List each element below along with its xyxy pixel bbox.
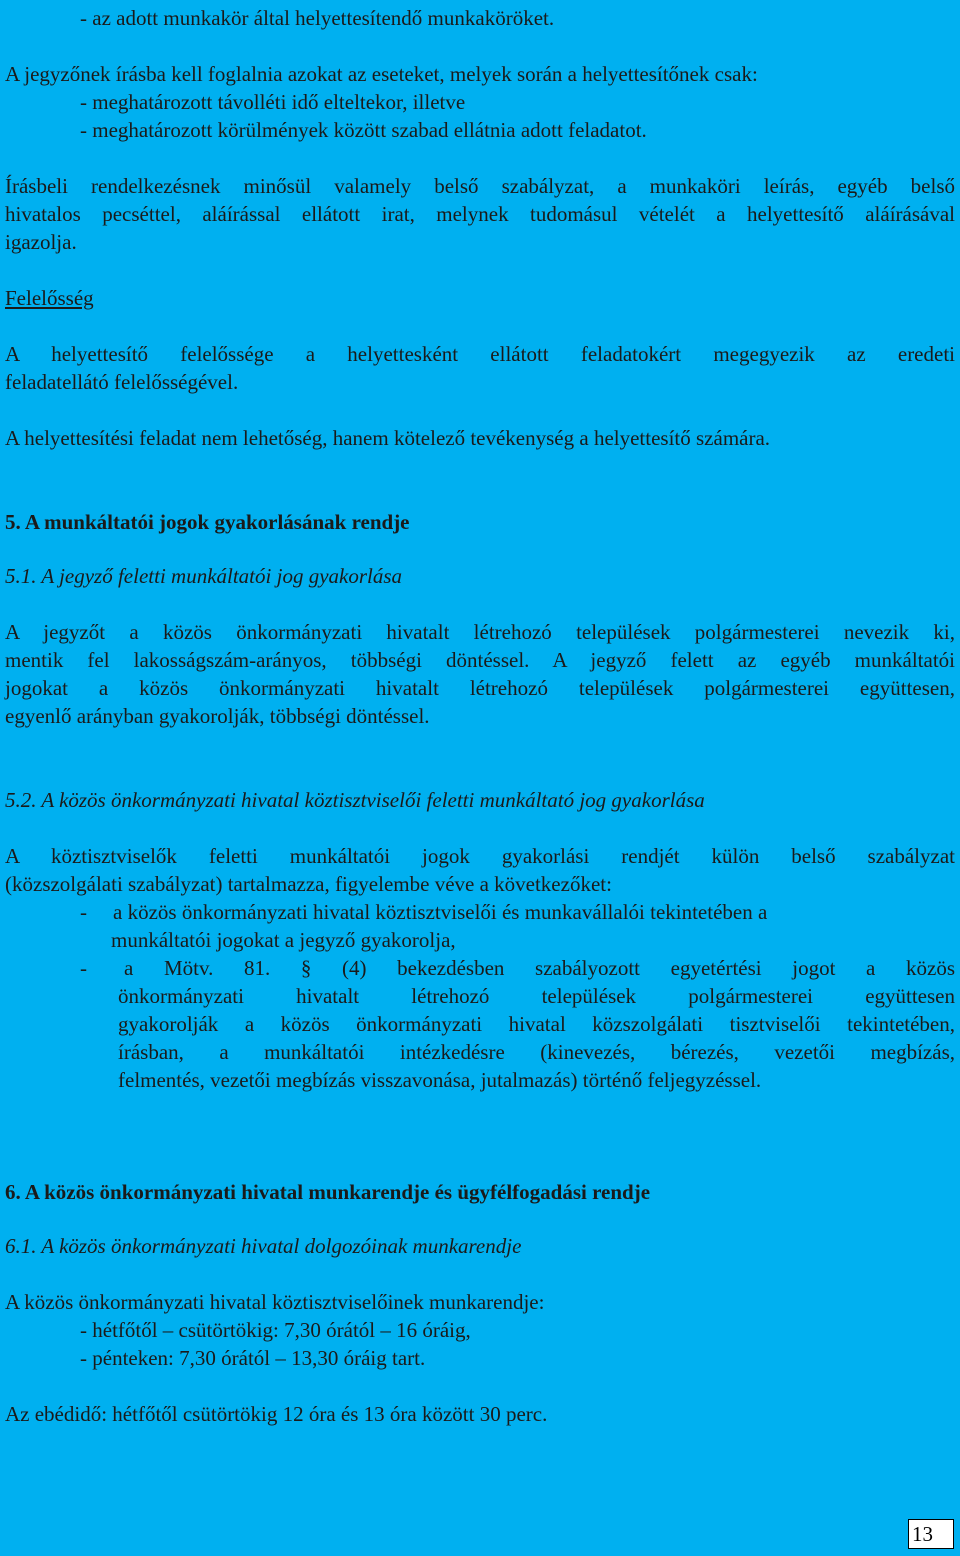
subsection-heading-6-1: 6.1. A közös önkormányzati hivatal dolgozóinak munkarendje — [5, 1234, 522, 1258]
paragraph-line: Az ebédidő: hétfőtől csütörtökig 12 óra és 13 óra között 30 perc. — [5, 1402, 548, 1426]
subsection-heading-5-1: 5.1. A jegyző feletti munkáltatói jog gyakorlása — [5, 564, 403, 588]
paragraph-line: feladatellátó felelősségével. — [5, 370, 239, 394]
paragraph-line: jogokat a közös önkormányzati hivatalt létrehozó települések polgármesterei együttesen, — [5, 676, 955, 700]
list-item: a közös önkormányzati hivatal köztisztviselői és munkavállalói tekintetében a — [113, 900, 768, 924]
paragraph-line: A köztisztviselők feletti munkáltatói jogok gyakorlási rendjét külön belső szabályzat — [5, 844, 955, 868]
list-item: - meghatározott körülmények között szabad ellátnia adott feladatot. — [80, 118, 647, 142]
subsection-heading-5-2: 5.2. A közös önkormányzati hivatal köztisztviselői feletti munkáltató jog gyakorlása — [5, 788, 705, 812]
paragraph-line: A helyettesítési feladat nem lehetőség, hanem kötelező tevékenység a helyettesítő számára. — [5, 426, 771, 450]
paragraph-line: mentik fel lakosságszám-arányos, többségi döntéssel. A jegyző felett az egyéb munkáltatói — [5, 648, 955, 672]
list-item: munkáltatói jogokat a jegyző gyakorolja, — [111, 928, 456, 952]
list-item: írásban, a munkáltatói intézkedésre (kinevezés, bérezés, vezetői megbízás, — [118, 1040, 955, 1064]
list-item: - pénteken: 7,30 órától – 13,30 óráig tart. — [80, 1346, 426, 1370]
paragraph-line: igazolja. — [5, 230, 77, 254]
list-item: - meghatározott távolléti idő elteltekor, illetve — [80, 90, 466, 114]
paragraph-line: A jegyzőt a közös önkormányzati hivatalt létrehozó települések polgármesterei nevezik ki, — [5, 620, 955, 644]
paragraph-line: A közös önkormányzati hivatal köztisztviselőinek munkarendje: — [5, 1290, 545, 1314]
list-item: a Mötv. 81. § (4) bekezdésben szabályozott egyetértési jogot a közös — [124, 956, 955, 980]
paragraph-line: (közszolgálati szabályzat) tartalmazza, figyelembe véve a következőket: — [5, 872, 612, 896]
paragraph-line: A jegyzőnek írásba kell foglalnia azokat az eseteket, melyek során a helyettesítőnek csak: — [5, 62, 758, 86]
list-item: önkormányzati hivatalt létrehozó települések polgármesterei együttesen — [118, 984, 955, 1008]
paragraph-line: Írásbeli rendelkezésnek minősül valamely belső szabályzat, a munkaköri leírás, egyéb belső — [5, 174, 955, 198]
paragraph-line: egyenlő arányban gyakorolják, többségi döntéssel. — [5, 704, 430, 728]
list-item: - hétfőtől – csütörtökig: 7,30 órától – 16 óráig, — [80, 1318, 471, 1342]
list-item: felmentés, vezetői megbízás visszavonása, jutalmazás) történő feljegyzéssel. — [118, 1068, 762, 1092]
section-heading-5: 5. A munkáltatói jogok gyakorlásának rendje — [5, 510, 410, 534]
subheading-responsibility: Felelősség — [5, 286, 94, 310]
section-heading-6: 6. A közös önkormányzati hivatal munkarendje és ügyfélfogadási rendje — [5, 1180, 651, 1204]
list-bullet: - — [80, 900, 87, 924]
paragraph-line: A helyettesítő felelőssége a helyettesként ellátott feladatokért megegyezik az eredeti — [5, 342, 955, 366]
list-item: gyakorolják a közös önkormányzati hivatal közszolgálati tisztviselői tekintetében, — [118, 1012, 955, 1036]
page-number: 13 — [908, 1519, 954, 1549]
list-item: - az adott munkakör által helyettesítendő munkaköröket. — [80, 6, 555, 30]
paragraph-line: hivatalos pecséttel, aláírással ellátott irat, melynek tudomásul vételét a helyettesítő aláírásával — [5, 202, 955, 226]
list-bullet: - — [80, 956, 87, 980]
